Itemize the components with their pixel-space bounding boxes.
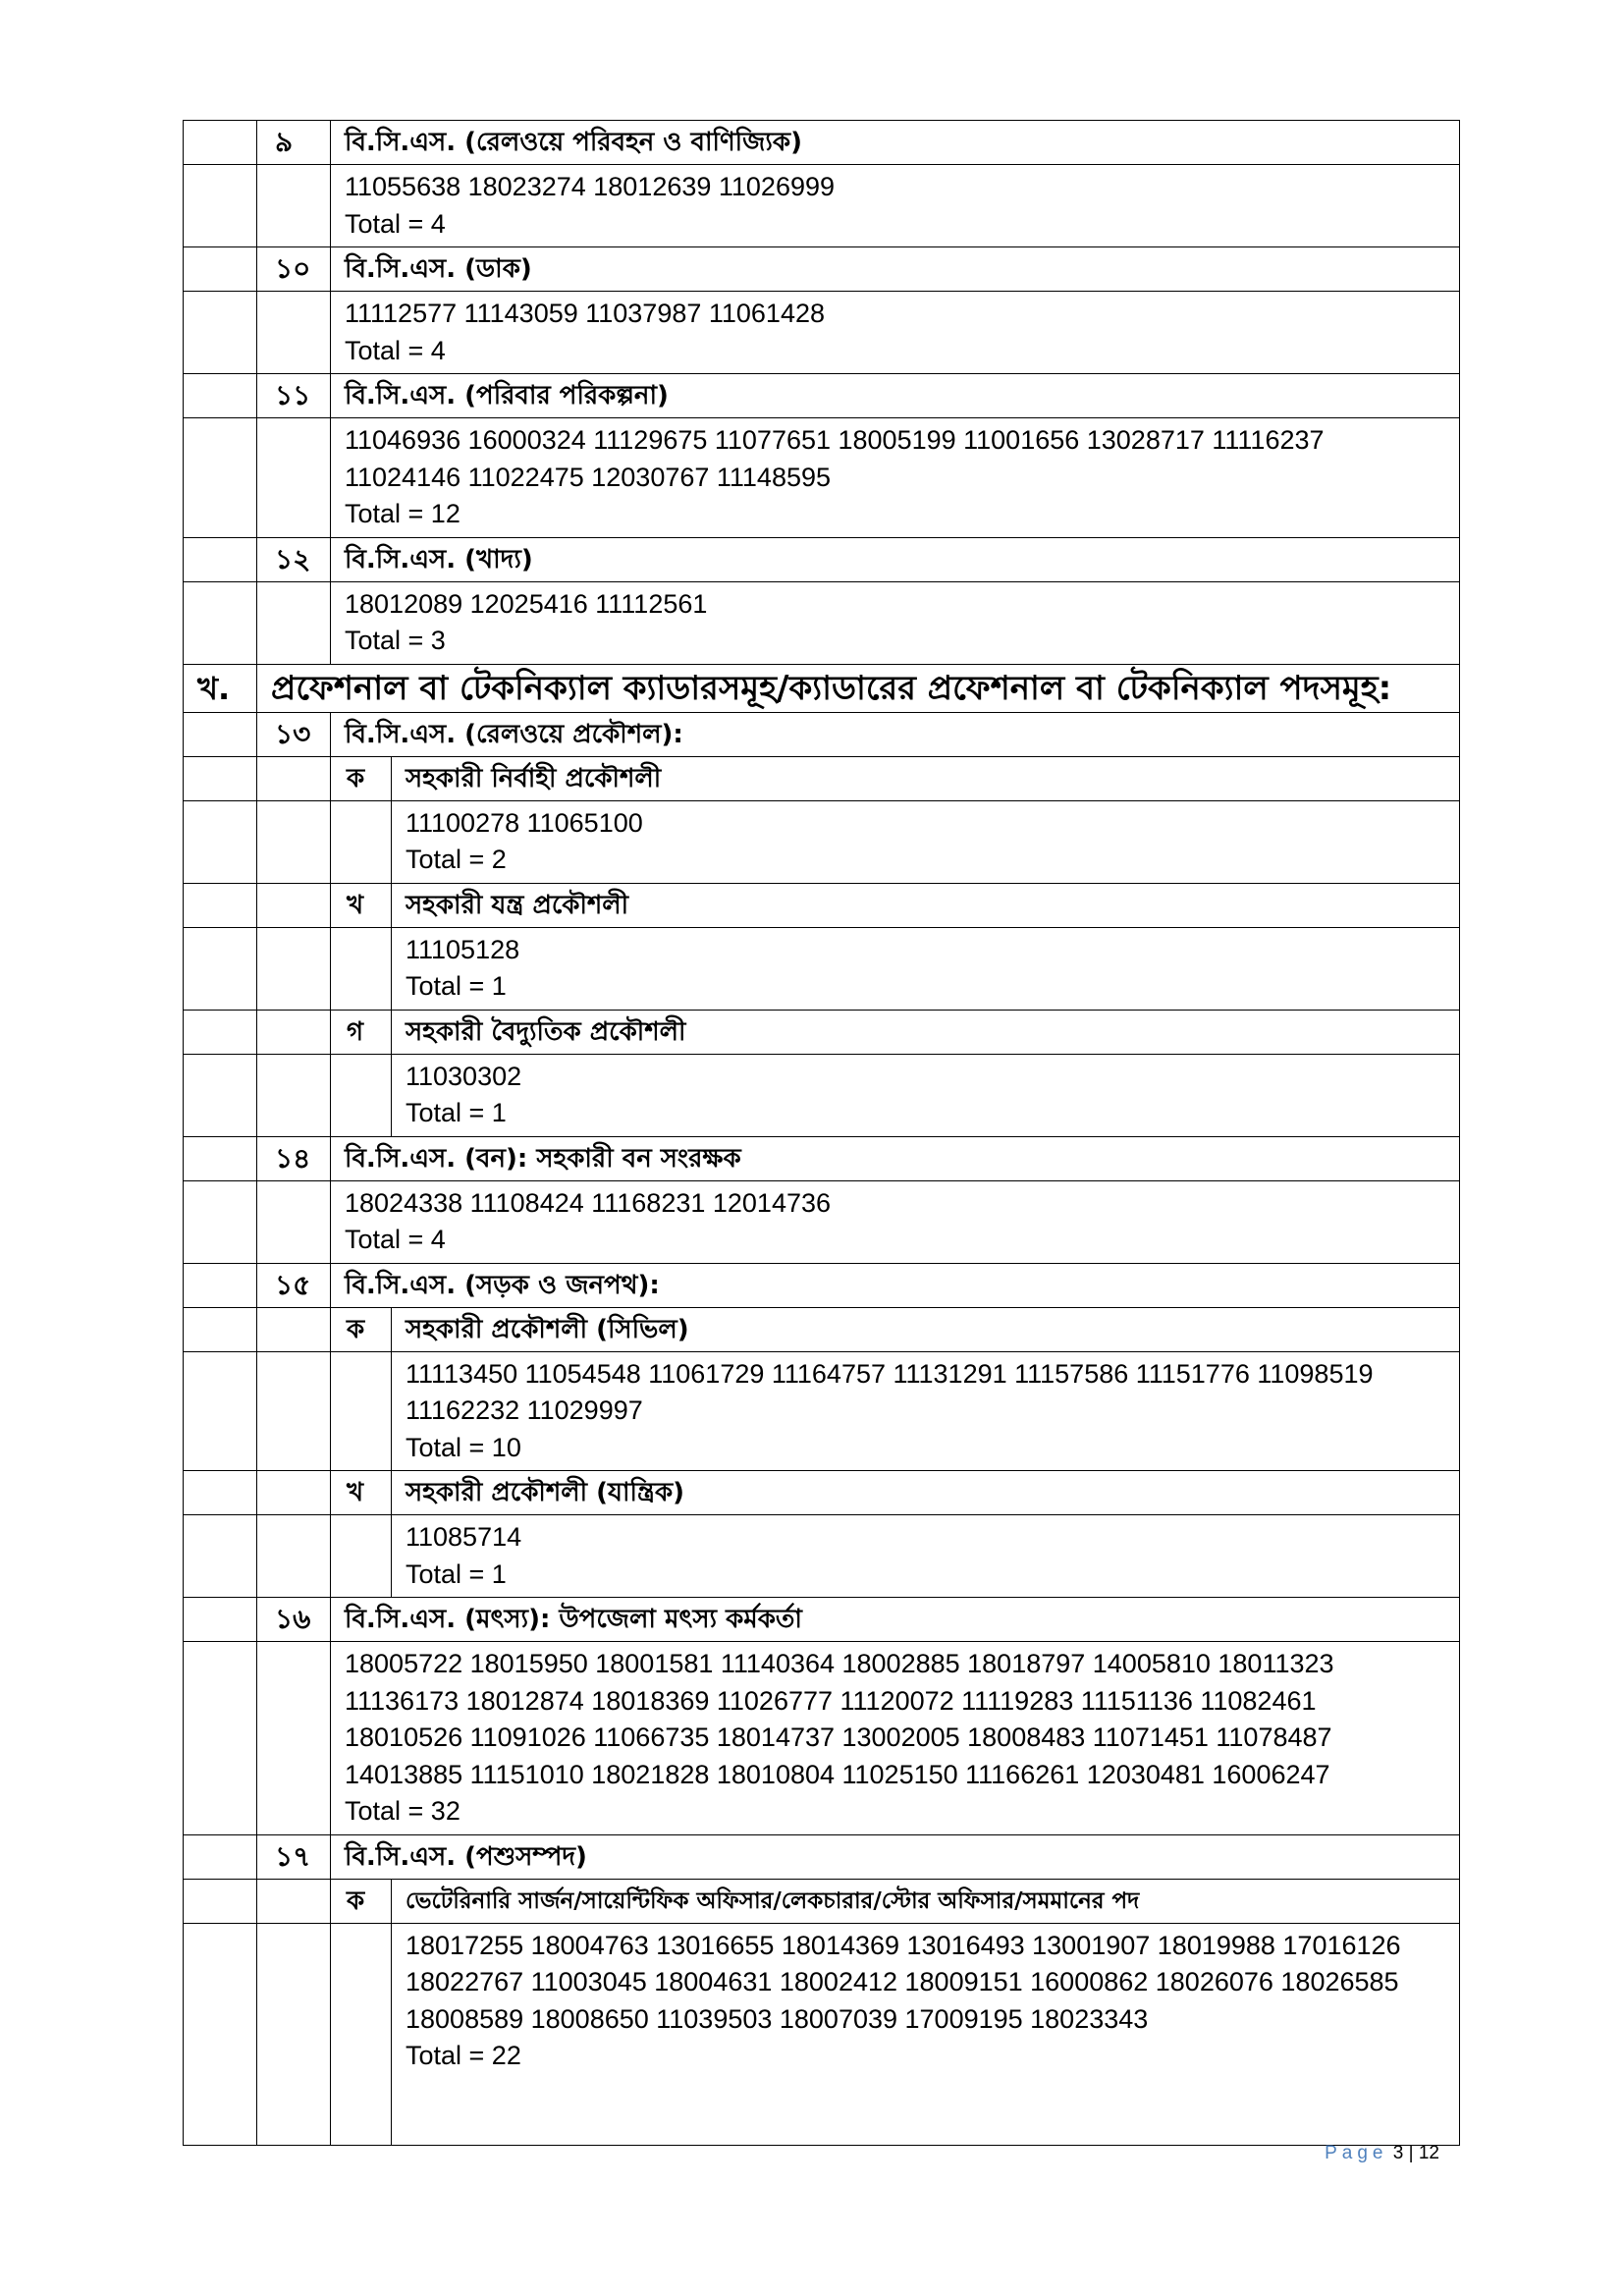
post-title: সহকারী প্রকৌশলী (সিভিল): [392, 1307, 1460, 1351]
cadre-row-9: [184, 121, 1460, 165]
total-count: Total = 1: [406, 1558, 507, 1589]
post-row: [184, 883, 1460, 927]
roll-line: 11055638 18023274 18012639 11026999: [345, 172, 836, 201]
roll-line: 18022767 11003045 18004631 18002412 18009151 16000862 18026076 18026585: [406, 1967, 1399, 1996]
roll-list: [331, 292, 1460, 374]
result-table-body: [184, 121, 1460, 2146]
post-label: ক: [331, 1307, 392, 1351]
cadre-number: ১৫: [257, 1263, 331, 1307]
roll-line: 11030302: [406, 1061, 522, 1091]
post-label: ক: [331, 1879, 392, 1923]
roll-list: [392, 1923, 1460, 2145]
total-count: Total = 2: [406, 845, 507, 874]
cadre-title: বি.সি.এস. (ডাক): [331, 247, 1460, 292]
post-label: খ: [331, 1471, 392, 1515]
section-title: প্রফেশনাল বা টেকনিক্যাল ক্যাডারসমূহ/ক্যাডারের প্রফেশনাল বা টেকনিক্যাল পদসমূহ:: [257, 664, 1460, 712]
roll-line: 11113450 11054548 11061729 11164757 11131291 11157586 11151776 11098519: [406, 1358, 1374, 1389]
cadre-row-13: [184, 712, 1460, 756]
roll-line: 18024338 11108424 11168231 12014736: [345, 1187, 832, 1218]
cadre-title: বি.সি.এস. (রেলওয়ে প্রকৌশল):: [331, 712, 1460, 756]
page-number: 3: [1392, 2143, 1404, 2163]
cadre-row-14: [184, 1136, 1460, 1180]
cadre-number: ১০: [257, 247, 331, 292]
post-list: [184, 1054, 1460, 1136]
roll-line: 18010526 11091026 11066735 18014737 13002005 18008483 11071451 11078487: [345, 1722, 1332, 1752]
cadre-number: ১৩: [257, 712, 331, 756]
page-footer: [1325, 2143, 1439, 2164]
cadre-list-9: [184, 165, 1460, 247]
cadre-title: বি.সি.এস. (খাদ্য): [331, 537, 1460, 581]
post-row: [184, 1879, 1460, 1923]
roll-list: [331, 418, 1460, 538]
post-title: সহকারী বৈদ্যুতিক প্রকৌশলী: [392, 1010, 1460, 1054]
post-title: ভেটেরিনারি সার্জন/সায়েন্টিফিক অফিসার/লেকচারার/স্টোর অফিসার/সমমানের পদ: [392, 1879, 1460, 1923]
cadre-list-12: [184, 581, 1460, 664]
cadre-row-10: [184, 247, 1460, 292]
post-list: [184, 800, 1460, 883]
total-count: Total = 22: [406, 2041, 521, 2070]
cadre-title: বি.সি.এস. (সড়ক ও জনপথ):: [331, 1263, 1460, 1307]
roll-line: 18012089 12025416 11112561: [345, 588, 708, 619]
cadre-row-12: [184, 537, 1460, 581]
post-list: [184, 1351, 1460, 1471]
cadre-title: বি.সি.এস. (বন): সহকারী বন সংরক্ষক: [331, 1136, 1460, 1180]
page-label: Page: [1325, 2143, 1388, 2163]
roll-line: 18017255 18004763 13016655 18014369 13016493 13001907 18019988 17016126: [406, 1930, 1401, 1960]
roll-list: [331, 1180, 1460, 1263]
roll-list: [392, 800, 1460, 883]
roll-line: 11162232 11029997: [406, 1395, 643, 1425]
roll-line: 11024146 11022475 12030767 11148595: [345, 462, 832, 492]
cadre-number: ১১: [257, 374, 331, 418]
cadre-list-10: [184, 292, 1460, 374]
cadre-list-16: [184, 1642, 1460, 1835]
roll-list: [331, 165, 1460, 247]
roll-line: 11136173 18012874 18018369 11026777 11120072 11119283 11151136 11082461: [345, 1685, 1317, 1716]
post-label: গ: [331, 1010, 392, 1054]
result-document: [183, 120, 1460, 2146]
post-row: [184, 1307, 1460, 1351]
cadre-number: ৯: [257, 121, 331, 165]
roll-list: [392, 927, 1460, 1010]
cadre-row-11: [184, 374, 1460, 418]
post-list: [184, 1923, 1460, 2145]
cadre-title: বি.সি.এস. (রেলওয়ে পরিবহন ও বাণিজ্যিক): [331, 121, 1460, 165]
post-list: [184, 927, 1460, 1010]
total-count: Total = 1: [406, 971, 507, 1001]
total-count: Total = 12: [345, 499, 460, 528]
post-title: সহকারী যন্ত্র প্রকৌশলী: [392, 883, 1460, 927]
post-row: [184, 756, 1460, 800]
total-count: Total = 4: [345, 208, 446, 239]
cadre-row-16: [184, 1598, 1460, 1642]
page-separator: |: [1408, 2143, 1414, 2163]
cadre-row-15: [184, 1263, 1460, 1307]
cadre-number: ১৬: [257, 1598, 331, 1642]
roll-list: [331, 1642, 1460, 1835]
section-label: খ.: [184, 664, 257, 712]
roll-line: 11085714: [406, 1522, 522, 1552]
post-list: [184, 1515, 1460, 1598]
cadre-number: ১৪: [257, 1136, 331, 1180]
roll-list: [392, 1054, 1460, 1136]
roll-list: [392, 1515, 1460, 1598]
cadre-title: বি.সি.এস. (পরিবার পরিকল্পনা): [331, 374, 1460, 418]
post-title: সহকারী নির্বাহী প্রকৌশলী: [392, 756, 1460, 800]
roll-line: 18005722 18015950 18001581 11140364 18002885 18018797 14005810 18011323: [345, 1649, 1334, 1678]
post-row: [184, 1471, 1460, 1515]
total-count: Total = 32: [345, 1796, 460, 1826]
post-label: খ: [331, 883, 392, 927]
roll-list: [392, 1351, 1460, 1471]
cadre-list-14: [184, 1180, 1460, 1263]
cadre-title: বি.সি.এস. (পশুসম্পদ): [331, 1834, 1460, 1879]
page-total: 12: [1418, 2143, 1439, 2163]
roll-line: 11046936 16000324 11129675 11077651 18005199 11001656 13028717 11116237: [345, 425, 1325, 455]
cadre-number: ১২: [257, 537, 331, 581]
roll-list: [331, 581, 1460, 664]
roll-line: 14013885 11151010 18021828 18010804 11025150 11166261 12030481 16006247: [345, 1759, 1330, 1789]
result-table: [183, 120, 1460, 2146]
cadre-number: ১৭: [257, 1834, 331, 1879]
section-header: [184, 664, 1460, 712]
total-count: Total = 10: [406, 1432, 521, 1462]
cadre-row-17: [184, 1834, 1460, 1879]
cadre-list-11: [184, 418, 1460, 538]
roll-line: 18008589 18008650 11039503 18007039 17009195 18023343: [406, 2003, 1149, 2034]
total-count: Total = 1: [406, 1098, 507, 1127]
cadre-title: বি.সি.এস. (মৎস্য): উপজেলা মৎস্য কর্মকর্তা: [331, 1598, 1460, 1642]
post-row: [184, 1010, 1460, 1054]
total-count: Total = 4: [345, 1225, 446, 1254]
total-count: Total = 4: [345, 335, 446, 365]
roll-line: 11100278 11065100: [406, 807, 643, 838]
roll-line: 11105128: [406, 934, 520, 964]
post-label: ক: [331, 756, 392, 800]
post-title: সহকারী প্রকৌশলী (যান্ত্রিক): [392, 1471, 1460, 1515]
roll-line: 11112577 11143059 11037987 11061428: [345, 299, 825, 328]
total-count: Total = 3: [345, 626, 446, 655]
